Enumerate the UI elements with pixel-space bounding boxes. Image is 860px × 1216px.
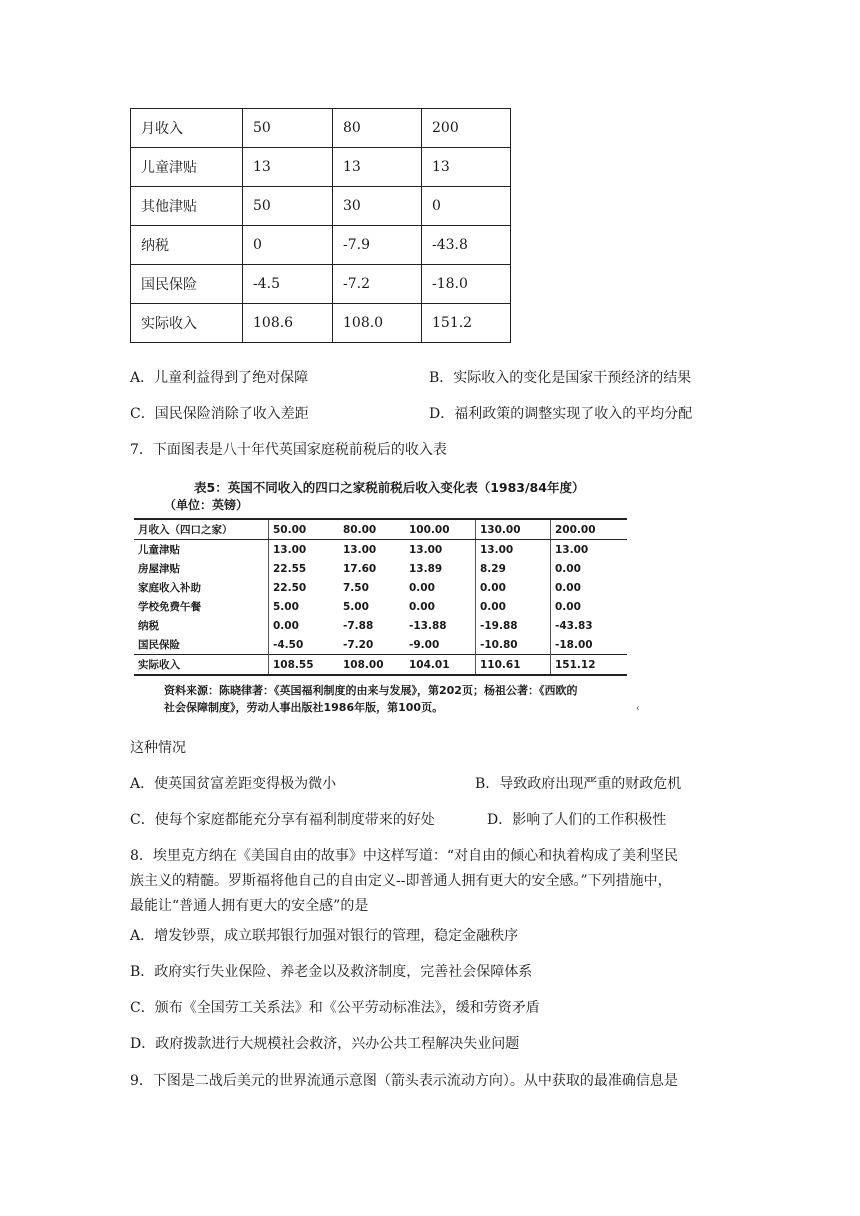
table-cell: -4.5: [243, 265, 333, 304]
figure-source: [164, 682, 577, 716]
row-label: 月收入: [131, 109, 243, 148]
table-cell: 5.00: [343, 600, 369, 613]
table-cell: 80.00: [339, 519, 405, 540]
table-cell: 13.00: [476, 540, 551, 560]
table-cell: 22.50: [269, 578, 340, 597]
q9-stem: 9．下图是二战后美元的世界流通示意图（箭头表示流动方向）。从中获取的最准确信息是: [130, 1073, 678, 1089]
table-cell: -18.00: [551, 635, 628, 655]
table-cell: 8.29: [476, 559, 551, 578]
figure-source-line-2: 社会保障制度》，劳动人事出版社1986年版，第100页。: [164, 701, 444, 714]
table-cell: 22.55: [269, 559, 340, 578]
row-label: 纳税: [138, 620, 159, 632]
table-row: [131, 265, 511, 304]
table-cell: 13: [243, 148, 333, 187]
table-cell: 30: [333, 187, 422, 226]
q7-lead: 这种情况: [130, 740, 186, 756]
table-cell: -7.2: [333, 265, 422, 304]
uk-income-table: [134, 518, 627, 676]
table-cell: -43.83: [551, 616, 628, 635]
table-cell: 13.89: [409, 562, 443, 575]
table-cell: -7.9: [333, 226, 422, 265]
row-label: 实际收入: [131, 304, 243, 343]
table-cell: 0.00: [269, 616, 340, 635]
table-cell: 13.00: [343, 543, 377, 556]
q6-option-c: C．国民保险消除了收入差距: [130, 406, 309, 422]
table-cell: 0: [243, 226, 333, 265]
table-cell: 13.00: [409, 543, 443, 556]
q8-option-d: D．政府拨款进行大规模社会救济，兴办公共工程解决失业问题: [130, 1036, 520, 1052]
figure-source-line-1: 资料来源：陈晓律著：《英国福利制度的由来与发展》，第202页；杨祖公著：《西欧的: [164, 684, 578, 697]
table-cell: 7.50: [343, 581, 369, 594]
row-label: 学校免费午餐: [138, 601, 201, 613]
row-label: 其他津贴: [131, 187, 243, 226]
figure-mark: ‹: [636, 704, 640, 714]
table-cell: -10.80: [476, 635, 551, 655]
income-table-simplified: [130, 108, 511, 343]
q8-option-b: B．政府实行失业保险、养老金以及救济制度，完善社会保障体系: [130, 964, 533, 980]
table-cell: 100.00: [405, 519, 476, 540]
table-row: [134, 519, 627, 540]
table-cell: -7.20: [343, 638, 374, 651]
table-cell: 151.12: [551, 655, 628, 676]
table-cell: 0.00: [409, 600, 435, 613]
q7-option-c: C．使每个家庭都能充分享有福利制度带来的好处: [130, 812, 435, 828]
table-cell: 80: [333, 109, 422, 148]
q8-stem-line-3: 最能让“普通人拥有更大的安全感”的是: [130, 898, 369, 914]
table-cell: 0.00: [476, 597, 551, 616]
q7-option-b: B．导致政府出现严重的财政危机: [475, 776, 682, 792]
q8-option-a: A．增发钞票，成立联邦银行加强对银行的管理，稳定金融秩序: [130, 928, 519, 944]
row-label: 儿童津贴: [138, 544, 180, 556]
table-cell: 50: [243, 187, 333, 226]
row-label: 儿童津贴: [131, 148, 243, 187]
q7-option-d: D．影响了人们的工作积极性: [487, 812, 667, 828]
table-cell: 50.00: [269, 519, 340, 540]
table-cell: 5.00: [269, 597, 340, 616]
table-row: [131, 226, 511, 265]
table-row: [131, 109, 511, 148]
table-row: [131, 187, 511, 226]
q6-option-a: A．儿童利益得到了绝对保障: [130, 370, 309, 386]
table-cell: 17.60: [343, 562, 377, 575]
q7-stem: 7．下面图表是八十年代英国家庭税前税后的收入表: [130, 442, 447, 458]
table-row: [134, 559, 627, 578]
table-row: [134, 635, 627, 655]
q8-stem-line-1: 8．埃里克方纳在《美国自由的故事》中这样写道：“对自由的倾心和执着构成了美利坚民: [130, 848, 679, 864]
table-row: [131, 148, 511, 187]
table-cell: 0.00: [551, 578, 628, 597]
q6-option-d: D．福利政策的调整实现了收入的平均分配: [429, 406, 693, 422]
table-cell: 0.00: [476, 578, 551, 597]
table-row: [134, 540, 627, 560]
table-cell: 0.00: [551, 559, 628, 578]
table-row: [134, 578, 627, 597]
row-label: 国民保险: [138, 639, 180, 651]
table-cell: 13: [422, 148, 511, 187]
table-cell: 0: [422, 187, 511, 226]
table-cell: 200: [422, 109, 511, 148]
table-cell: 151.2: [422, 304, 511, 343]
table-cell: -19.88: [476, 616, 551, 635]
table-cell: -13.88: [409, 619, 447, 632]
row-label: 实际收入: [134, 655, 269, 676]
table-cell: 0.00: [409, 581, 435, 594]
q8-option-c: C．颁布《全国劳工关系法》和《公平劳动标准法》，缓和劳资矛盾: [130, 1000, 540, 1016]
table-cell: 108.6: [243, 304, 333, 343]
row-label: 国民保险: [131, 265, 243, 304]
row-label: 纳税: [131, 226, 243, 265]
table-row: [134, 655, 627, 676]
table-row: [134, 616, 627, 635]
q8-stem-line-2: 族主义的精髓。罗斯福将他自己的自由定义--即普通人拥有更大的安全感。”下列措施中，: [130, 873, 672, 889]
table-cell: 13: [333, 148, 422, 187]
table-cell: 110.61: [476, 655, 551, 676]
table-cell: 108.00: [339, 655, 405, 676]
row-label: 月收入（四口之家）: [134, 519, 269, 540]
table-cell: 108.0: [333, 304, 422, 343]
q6-option-b: B．实际收入的变化是国家干预经济的结果: [429, 370, 692, 386]
table-cell: -18.0: [422, 265, 511, 304]
row-label: 家庭收入补助: [138, 582, 201, 594]
table-cell: -7.88: [343, 619, 374, 632]
table-cell: -9.00: [409, 638, 440, 651]
table-cell: 108.55: [269, 655, 340, 676]
table-cell: 13.00: [269, 540, 340, 560]
table-cell: 13.00: [551, 540, 628, 560]
row-label: 房屋津贴: [138, 563, 180, 575]
table-cell: 200.00: [551, 519, 628, 540]
table-cell: 104.01: [405, 655, 476, 676]
figure-title: 表5：英国不同收入的四口之家税前税后收入变化表（1983/84年度）: [194, 480, 585, 495]
table-cell: 50: [243, 109, 333, 148]
table-row: [134, 597, 627, 616]
table-cell: 130.00: [476, 519, 551, 540]
q7-option-a: A．使英国贫富差距变得极为微小: [130, 776, 337, 792]
table-cell: -43.8: [422, 226, 511, 265]
table-row: [131, 304, 511, 343]
figure-unit: （单位：英镑）: [164, 498, 249, 512]
table-cell: -4.50: [269, 635, 340, 655]
table-cell: 0.00: [551, 597, 628, 616]
